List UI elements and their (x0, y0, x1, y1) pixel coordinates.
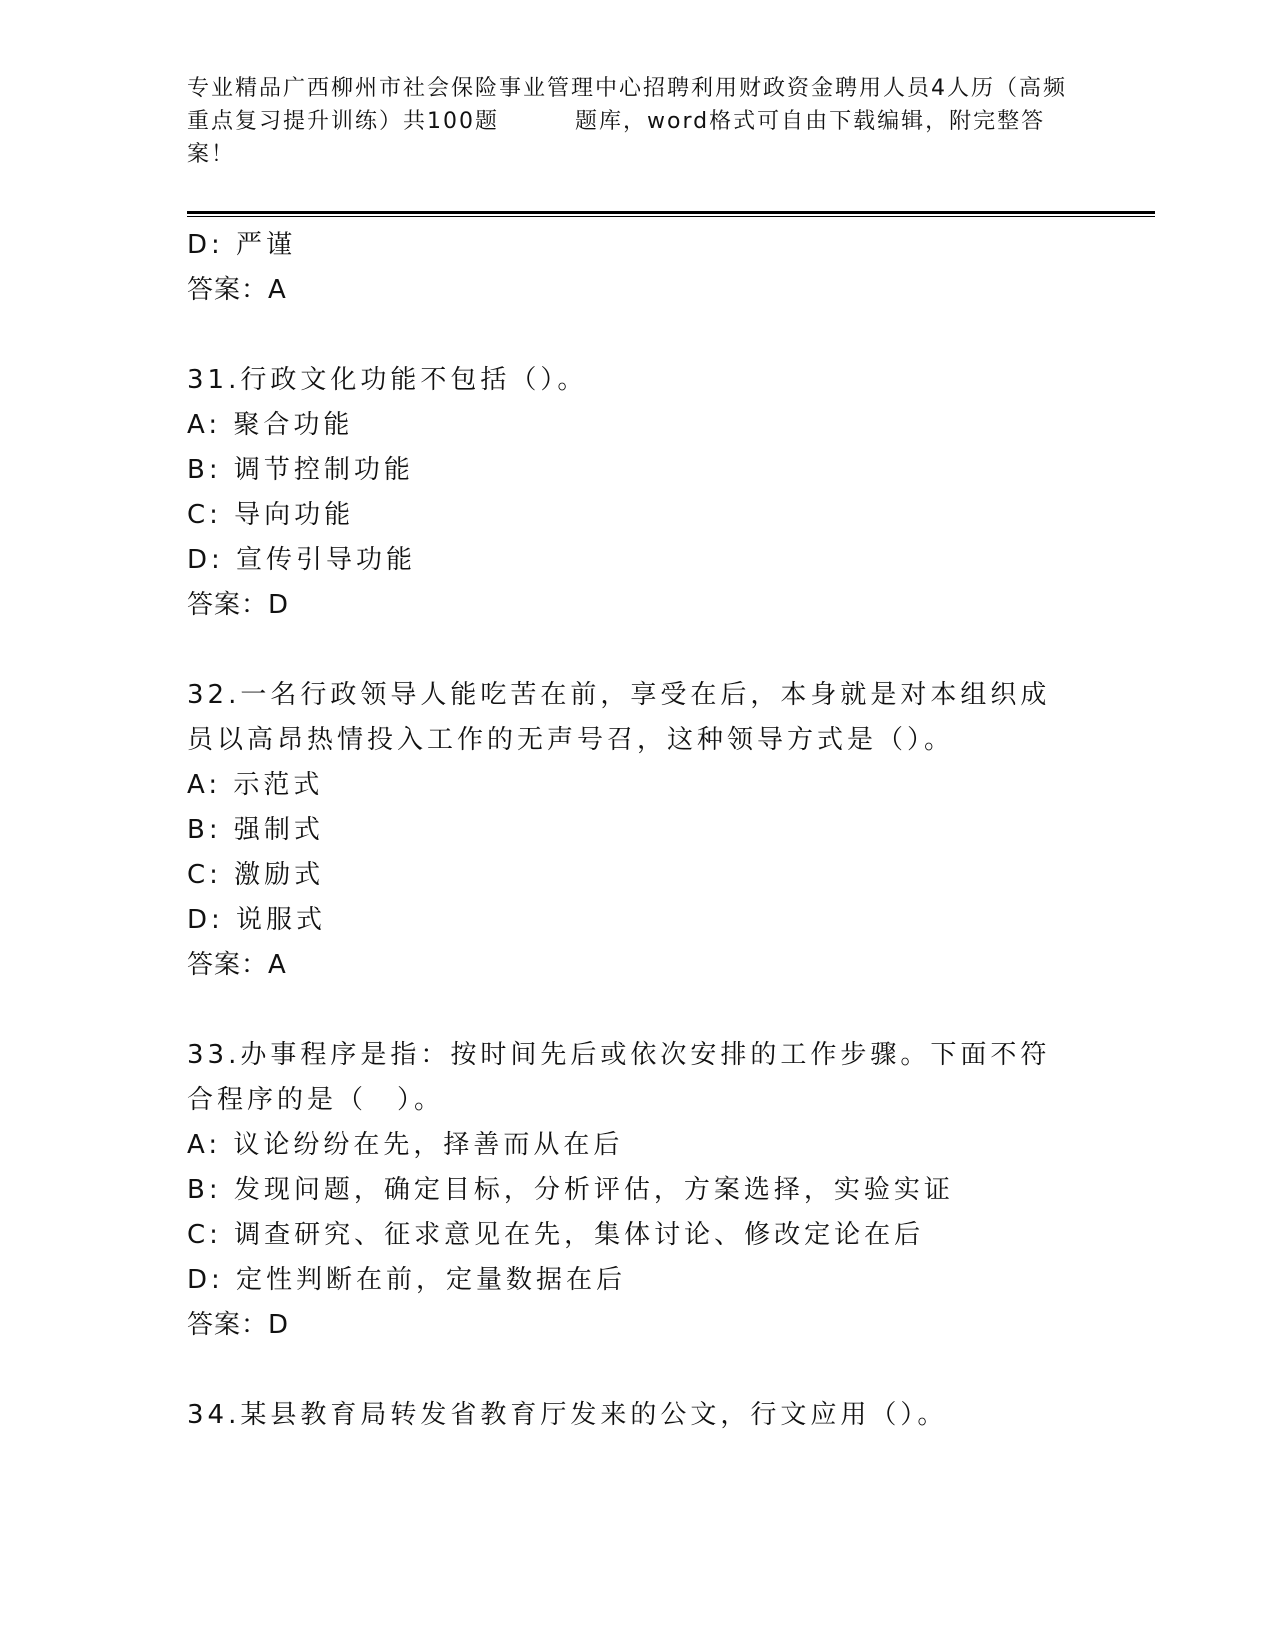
option-c: C: 激励式 (187, 860, 325, 890)
question-31 (187, 358, 1087, 628)
document-title-part2: 题库，word格式可自由下载编辑，附完整答案！ (187, 109, 1046, 167)
option-a: A: 示范式 (187, 770, 324, 800)
option-b: B: 强制式 (187, 815, 324, 845)
document-title-part1: 专业精品广西柳州市社会保险事业管理中心招聘利用财政资金聘用人员4人历（高频重点复习提升训练）共100题 (187, 76, 1067, 134)
answer-line: 答案：D (187, 590, 290, 620)
answer-line: 答案：A (187, 950, 287, 980)
option-d: D: 定性判断在前，定量数据在后 (187, 1265, 627, 1295)
answer-line: 答案：D (187, 1310, 290, 1340)
option-b: B: 调节控制功能 (187, 455, 414, 485)
option-a: A: 议论纷纷在先，择善而从在后 (187, 1130, 624, 1160)
question-stem: 31.行政文化功能不包括（）。 (187, 365, 588, 395)
question-32 (187, 673, 1087, 988)
question-list (187, 223, 1087, 1438)
question-stem: 33.办事程序是指：按时间先后或依次安排的工作步骤。下面不符合程序的是（ ）。 (187, 1040, 1051, 1115)
document-title (187, 72, 1087, 171)
question-33 (187, 1033, 1087, 1348)
carryover-question (187, 223, 1087, 313)
question-stem: 32.一名行政领导人能吃苦在前，享受在后，本身就是对本组织成员以高昂热情投入工作的无声号召，这种领导方式是（）。 (187, 680, 1051, 755)
header-rule-thick (187, 211, 1155, 214)
option-d: D: 宣传引导功能 (187, 545, 417, 575)
option-b: B: 发现问题，确定目标，分析评估，方案选择，实验实证 (187, 1175, 954, 1205)
option-d: D: 严谨 (187, 230, 297, 260)
header-rule-thin (187, 216, 1155, 217)
option-c: C: 导向功能 (187, 500, 355, 530)
option-d: D: 说服式 (187, 905, 327, 935)
question-stem: 34.某县教育局转发省教育厅发来的公文，行文应用（）。 (187, 1400, 948, 1430)
question-34 (187, 1393, 1087, 1438)
answer-line: 答案：A (187, 275, 287, 305)
option-a: A: 聚合功能 (187, 410, 354, 440)
option-c: C: 调查研究、征求意见在先，集体讨论、修改定论在后 (187, 1220, 925, 1250)
